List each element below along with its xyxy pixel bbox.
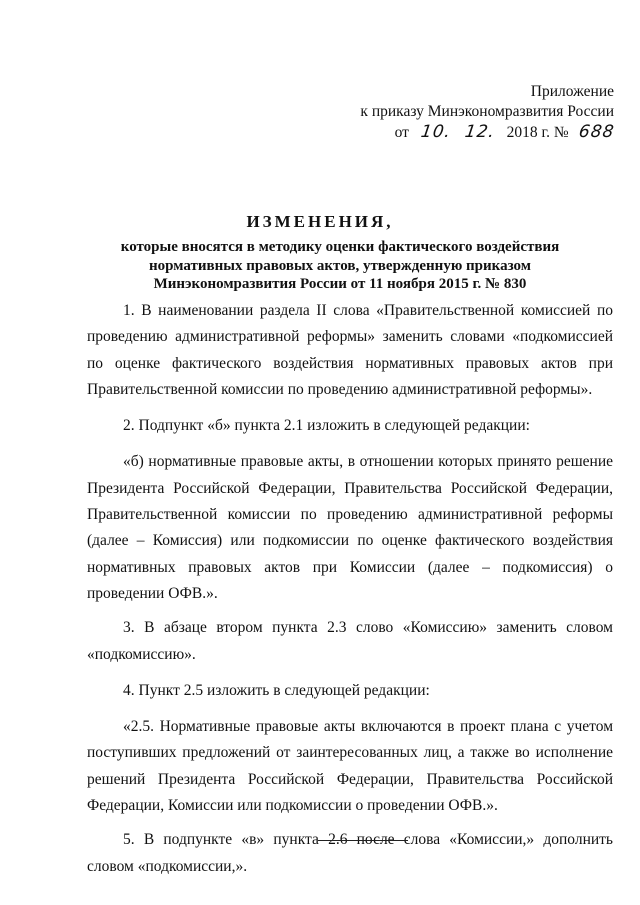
- appendix-label: Приложение: [530, 83, 614, 100]
- paragraph-4: 4. Пункт 2.5 изложить в следующей редакции:: [123, 681, 430, 699]
- paragraph-1: 1. В наименовании раздела II слова «Правительственной комиссией по проведению административной реформы» заменить словами «подкомиссией по оценке фактического воздействия нормативных правовых актов при Правительственной комиссии по проведению административной реформы».: [87, 302, 613, 398]
- handwritten-order-number: 688: [577, 122, 616, 142]
- handwritten-month: 12.: [463, 122, 497, 142]
- handwritten-day: 10.: [419, 122, 453, 142]
- order-date-line: [360, 122, 614, 143]
- paragraph-2-quote: «б) нормативные правовые акты, в отношении которых принято решение Президента Российской Федерации, Правительства Российской Федерации, Правительственной комиссии по проведению административной реформы (далее – Комиссия) или подкомиссии по оценке фактического воздействия нормативных правовых актов при Комиссии (далее – подкомиссия) о проведении ОФВ.».: [87, 453, 613, 602]
- document-title: ИЗМЕНЕНИЯ,: [246, 212, 394, 231]
- end-divider: [318, 840, 408, 841]
- appendix-header: [360, 82, 614, 143]
- paragraph-3: 3. В абзаце втором пункта 2.3 слово «Комиссию» заменить словом «подкомиссию».: [87, 619, 613, 663]
- paragraph-2: 2. Подпункт «б» пункта 2.1 изложить в следующей редакции:: [123, 417, 530, 435]
- document-body: [87, 298, 613, 890]
- document-subtitle: которые вносятся в методику оценки фактического воздействия нормативных правовых актов, утвержденную приказом Минэкономразвития России от 11 ноября 2015 г. № 830: [120, 239, 560, 292]
- paragraph-4-quote: «2.5. Нормативные правовые акты включаются в проект плана с учетом поступивших предложений от заинтересованных лиц, а также во исполнение решений Президента Российской Федерации, Правительства Российской Федерации, Комиссии или подкомиссии о проведении ОФВ.».: [87, 718, 613, 815]
- year-and-number-label: 2018 г. №: [506, 124, 569, 141]
- order-reference: к приказу Минэкономразвития России: [360, 103, 614, 120]
- date-prefix: от: [394, 124, 409, 141]
- paragraph-5: 5. В подпункте «в» пункта 2.6 после слова «Комиссии,» дополнить словом «подкомиссии,».: [87, 831, 613, 875]
